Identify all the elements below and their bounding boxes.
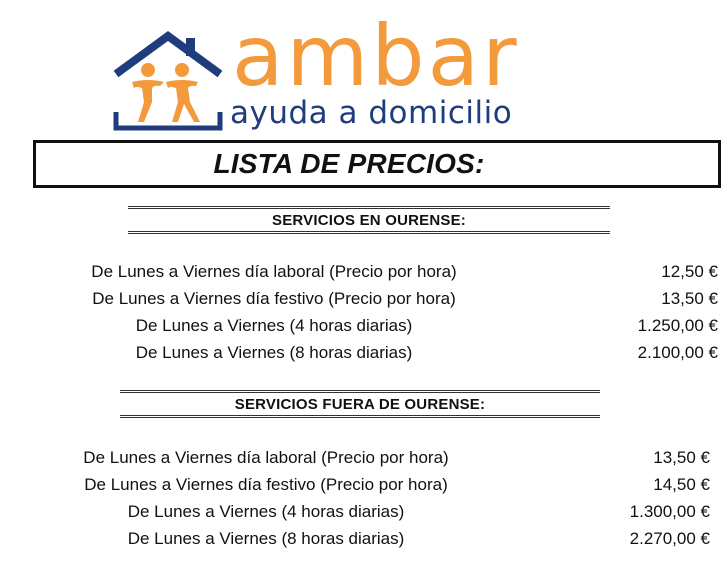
row-price: 1.250,00 € [637,316,718,335]
section-heading: SERVICIOS EN OURENSE: [272,211,466,229]
price-row [0,340,724,366]
price-row [0,445,724,471]
page-title: LISTA DE PRECIOS: [213,148,485,179]
row-price: 1.300,00 € [629,502,710,521]
row-label: De Lunes a Viernes (8 horas diarias) [135,343,413,362]
row-label: De Lunes a Viernes día festivo (Precio por hora) [84,475,448,494]
row-price: 2.270,00 € [629,529,710,548]
title-box [33,140,721,188]
section-header-fuera-ourense [120,390,600,418]
row-label: De Lunes a Viernes día laboral (Precio por hora) [91,262,457,281]
row-price: 12,50 € [661,262,718,281]
row-label: De Lunes a Viernes día festivo (Precio por hora) [92,289,456,308]
price-row [0,259,724,285]
row-label: De Lunes a Viernes (4 horas diarias) [127,502,405,521]
row-label: De Lunes a Viernes (8 horas diarias) [127,529,405,548]
price-row [0,526,724,552]
price-row [0,286,724,312]
brand-name: ambar [232,7,520,105]
row-price: 13,50 € [661,289,718,308]
house-with-figures-icon [110,30,226,134]
row-price: 14,50 € [653,475,710,494]
price-row [0,472,724,498]
row-label: De Lunes a Viernes día laboral (Precio por hora) [83,448,449,467]
brand-tagline: ayuda a domicilio [230,95,513,131]
row-price: 2.100,00 € [637,343,718,362]
row-label: De Lunes a Viernes (4 horas diarias) [135,316,413,335]
row-price: 13,50 € [653,448,710,467]
section-heading: SERVICIOS FUERA DE OURENSE: [234,395,486,413]
price-row [0,313,724,339]
price-row [0,499,724,525]
section-header-ourense [128,206,610,234]
